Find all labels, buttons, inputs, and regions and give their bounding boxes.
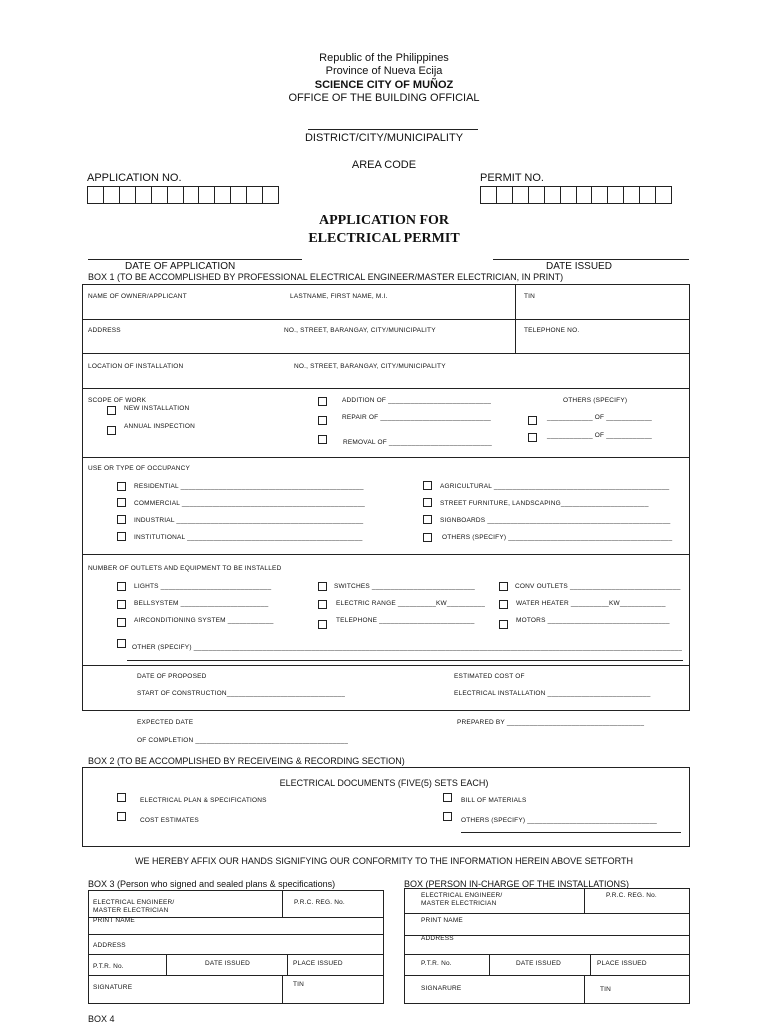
repair-checkbox[interactable] (318, 416, 327, 425)
boxr-divider (404, 975, 690, 976)
box2-heading: BOX 2 (TO BE ACCOMPLISHED BY RECEIVEING & RECORDING SECTION) (88, 756, 405, 766)
signboards-label: SIGNBOARDS ________________________________________________ (440, 517, 671, 524)
box3-prc-label: P.R.C. REG. No. (294, 899, 345, 906)
water-heater-label: WATER HEATER __________KW____________ (516, 600, 666, 607)
box3-vdivider (282, 890, 283, 917)
address-hint: NO., STREET, BARANGAY, CITY/MUNICIPALITY (284, 327, 436, 334)
conv-outlets-checkbox[interactable] (499, 582, 508, 591)
addition-label: ADDITION OF ___________________________ (342, 397, 492, 404)
box3-tin: TIN (293, 981, 305, 988)
header-province: Province of Nueva Ecija (325, 65, 443, 77)
date-issued-line[interactable] (493, 259, 689, 260)
location-hint: NO., STREET, BARANGAY, CITY/MUNICIPALITY (294, 363, 446, 370)
owner-label: NAME OF OWNER/APPLICANT (88, 293, 187, 300)
tin-label: TIN (524, 293, 536, 300)
box1-divider (82, 554, 690, 555)
boxr-vdivider (489, 954, 490, 975)
box1-heading: BOX 1 (TO BE ACCOMPLISHED BY PROFESSIONAL ELECTRICAL ENGINEER/MASTER ELECTRICIAN, IN PRINT) (88, 272, 564, 282)
completion-label: OF COMPLETION ________________________________________ (137, 737, 349, 744)
lights-checkbox[interactable] (117, 582, 126, 591)
box3-engineer-line2: MASTER ELECTRICIAN (93, 907, 169, 914)
outlets-heading: NUMBER OF OUTLETS AND EQUIPMENT TO BE INSTALLED (88, 565, 282, 572)
lights-label: LIGHTS _____________________________ (134, 583, 272, 590)
boxr-engineer-line2: MASTER ELECTRICIAN (421, 900, 497, 907)
box1-divider (82, 353, 690, 354)
others2-checkbox[interactable] (528, 433, 537, 442)
street-furniture-checkbox[interactable] (423, 498, 432, 507)
telephone-equip-label: TELEPHONE _________________________ (336, 617, 475, 624)
residential-label: RESIDENTIAL ________________________________________________ (134, 483, 364, 490)
date-application-label: DATE OF APPLICATION (125, 261, 236, 272)
boxr-vdivider (584, 888, 585, 913)
others1-checkbox[interactable] (528, 416, 537, 425)
box2-others-label: OTHERS (SPECIFY) __________________________________ (461, 817, 657, 824)
addition-checkbox[interactable] (318, 397, 327, 406)
area-code-label: AREA CODE (351, 159, 417, 171)
box3-divider (88, 954, 384, 955)
box3-print-name: PRINT NAME (93, 917, 135, 924)
boxr-signature: SIGNARURE (421, 985, 462, 992)
boxr-vdivider (590, 954, 591, 975)
box2-others-line2[interactable] (461, 832, 681, 833)
annual-inspection-checkbox[interactable] (107, 426, 116, 435)
date-application-line[interactable] (88, 259, 302, 260)
conformity-statement: WE HEREBY AFFIX OUR HANDS SIGNIFYING OUR CONFORMITY TO THE INFORMATION HEREIN ABOVE SETFORTH (135, 856, 633, 866)
others-occupancy-checkbox[interactable] (423, 533, 432, 542)
telephone-label: TELEPHONE NO. (524, 327, 580, 334)
residential-checkbox[interactable] (117, 482, 126, 491)
date-proposed-label: DATE OF PROPOSED (137, 673, 207, 680)
estimated-cost-label: ESTIMATED COST OF (454, 673, 525, 680)
conv-outlets-label: CONV OUTLETS _____________________________ (515, 583, 681, 590)
removal-label: REMOVAL OF ___________________________ (343, 439, 492, 446)
box3-divider (88, 934, 384, 935)
street-furniture-label: STREET FURNITURE, LANDSCAPING_______________________ (440, 500, 649, 507)
bill-materials-label: BILL OF MATERIALS (461, 797, 527, 804)
others-specify-label: OTHERS (SPECIFY) (563, 397, 628, 404)
box1-divider (82, 319, 690, 320)
box3-heading: BOX 3 (Person who signed and sealed plans & specifications) (88, 879, 336, 889)
box2-others-checkbox[interactable] (443, 812, 452, 821)
box3-place-issued: PLACE ISSUED (293, 960, 343, 967)
other-specify-checkbox[interactable] (117, 639, 126, 648)
boxr-divider (404, 954, 690, 955)
location-label: LOCATION OF INSTALLATION (88, 363, 184, 370)
telephone-checkbox[interactable] (318, 620, 327, 629)
boxr-divider (404, 913, 690, 914)
boxr-ptr: P.T.R. No. (421, 960, 452, 967)
date-issued-label: DATE ISSUED (546, 261, 612, 272)
boxr-vdivider (584, 975, 585, 1004)
box1-vdivider (515, 284, 516, 353)
others-line1: ____________ OF ____________ (547, 414, 652, 421)
form-title-line1: APPLICATION FOR (318, 213, 450, 228)
boxr-place-issued: PLACE ISSUED (597, 960, 647, 967)
box1-divider (82, 457, 690, 458)
district-line (308, 129, 478, 130)
box-incharge-heading: BOX (PERSON IN-CHARGE OF THE INSTALLATIONS) (404, 879, 630, 889)
permit-no-field[interactable] (480, 186, 672, 204)
switches-checkbox[interactable] (318, 582, 327, 591)
header-city: SCIENCE CITY OF MUÑOZ (314, 79, 454, 91)
header-office: OFFICE OF THE BUILDING OFFICIAL (288, 92, 480, 104)
commercial-label: COMMERCIAL ________________________________________________ (134, 500, 365, 507)
motors-label: MOTORS ________________________________ (516, 617, 670, 624)
annual-inspection-label: ANNUAL INSPECTION (124, 423, 196, 430)
expected-date-label: EXPECTED DATE (137, 719, 194, 726)
new-installation-checkbox[interactable] (107, 406, 116, 415)
electrical-plans-checkbox[interactable] (117, 793, 126, 802)
box1-divider (82, 388, 690, 389)
box3-date-issued: DATE ISSUED (205, 960, 251, 967)
electric-range-label: ELECTRIC RANGE __________KW__________ (336, 600, 486, 607)
box3-vdivider (282, 975, 283, 1004)
electrical-installation-label: ELECTRICAL INSTALLATION ___________________________ (454, 690, 651, 697)
others-occupancy-label: OTHERS (SPECIFY) ___________________________________________ (442, 534, 673, 541)
application-no-field[interactable] (87, 186, 279, 204)
new-installation-label: NEW INSTALLATION (124, 405, 190, 412)
owner-hint: LASTNAME, FIRST NAME, M.I. (290, 293, 388, 300)
application-no-label: APPLICATION NO. (87, 172, 182, 184)
box4-heading: BOX 4 (88, 1014, 115, 1024)
aircon-checkbox[interactable] (117, 618, 126, 627)
box3-engineer-line1: ELECTRICAL ENGINEER/ (93, 899, 175, 906)
electrical-plans-label: ELECTRICAL PLAN & SPECIFICATIONS (140, 797, 267, 804)
prepared-by-label: PREPARED BY ____________________________________ (457, 719, 645, 726)
start-construction-label: START OF CONSTRUCTION_______________________________ (137, 690, 346, 697)
cost-estimates-checkbox[interactable] (117, 812, 126, 821)
commercial-checkbox[interactable] (117, 498, 126, 507)
boxr-date-issued: DATE ISSUED (516, 960, 562, 967)
motors-checkbox[interactable] (499, 620, 508, 629)
bill-materials-checkbox[interactable] (443, 793, 452, 802)
other-specify-line2[interactable] (127, 660, 683, 661)
signboards-checkbox[interactable] (423, 515, 432, 524)
others-line2: ____________ OF ____________ (547, 432, 652, 439)
boxr-tin: TIN (600, 986, 612, 993)
boxr-engineer-line1: ELECTRICAL ENGINEER/ (421, 892, 503, 899)
scope-label: SCOPE OF WORK (88, 397, 147, 404)
other-specify-label: OTHER (SPECIFY) ________________________________________________________________________________________________________________________________ (132, 644, 683, 651)
box3-address: ADDRESS (93, 942, 126, 949)
documents-label: ELECTRICAL DOCUMENTS (FIVE(5) SETS EACH) (279, 778, 489, 788)
occupancy-label: USE OR TYPE OF OCCUPANCY (88, 465, 191, 472)
industrial-checkbox[interactable] (117, 515, 126, 524)
box3-divider (88, 975, 384, 976)
institutional-checkbox[interactable] (117, 532, 126, 541)
district-label: DISTRICT/CITY/MUNICIPALITY (304, 132, 464, 144)
box3-signature: SIGNATURE (93, 984, 133, 991)
boxr-print-name: PRINT NAME (421, 917, 463, 924)
bellsystem-checkbox[interactable] (117, 600, 126, 609)
switches-label: SWITCHES ___________________________ (334, 583, 475, 590)
address-label: ADDRESS (88, 327, 121, 334)
agricultural-checkbox[interactable] (423, 481, 432, 490)
header-republic: Republic of the Philippines (319, 52, 449, 64)
boxr-prc-label: P.R.C. REG. No. (606, 892, 657, 899)
institutional-label: INSTITUTIONAL ______________________________________________ (134, 534, 363, 541)
removal-checkbox[interactable] (318, 435, 327, 444)
bellsystem-label: BELLSYSTEM _______________________ (134, 600, 269, 607)
form-title-line2: ELECTRICAL PERMIT (308, 231, 460, 246)
electric-range-checkbox[interactable] (318, 600, 327, 609)
cost-estimates-label: COST ESTIMATES (140, 817, 199, 824)
box3-vdivider (166, 954, 167, 975)
industrial-label: INDUSTRIAL _________________________________________________ (134, 517, 364, 524)
permit-no-label: PERMIT NO. (480, 172, 544, 184)
box3-vdivider (287, 954, 288, 975)
box3-ptr: P.T.R. No. (93, 963, 124, 970)
boxr-address: ADDRESS (421, 935, 454, 942)
agricultural-label: AGRICULTURAL ______________________________________________ (440, 483, 670, 490)
water-heater-checkbox[interactable] (499, 600, 508, 609)
aircon-label: AIRCONDITIONING SYSTEM ____________ (134, 617, 274, 624)
repair-label: REPAIR OF _____________________________ (342, 414, 491, 421)
box1-divider (82, 665, 690, 666)
